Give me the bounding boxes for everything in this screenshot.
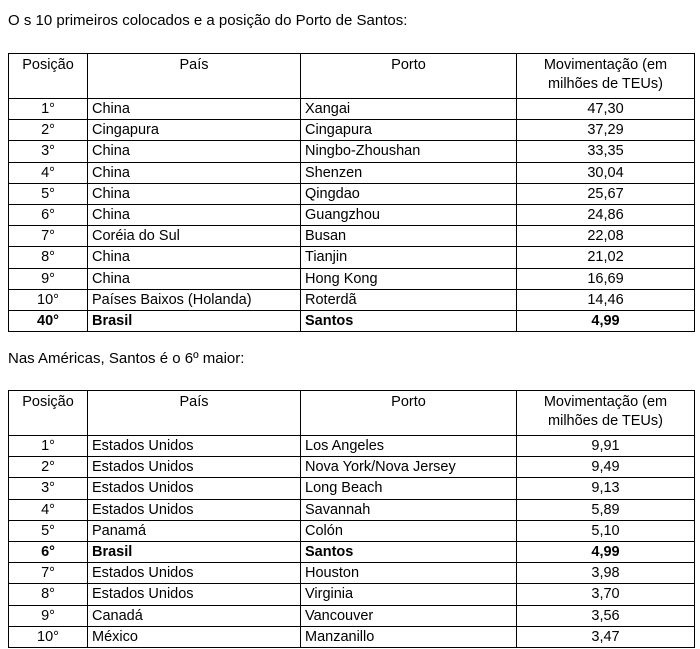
cell-porto: Shenzen	[301, 162, 517, 183]
cell-posicao: 9°	[9, 268, 88, 289]
cell-movimentacao: 3,98	[517, 563, 695, 584]
cell-porto: Tianjin	[301, 247, 517, 268]
table-row	[9, 204, 695, 225]
table-row	[9, 268, 695, 289]
cell-porto: Nova York/Nova Jersey	[301, 457, 517, 478]
cell-posicao: 8°	[9, 247, 88, 268]
cell-movimentacao: 5,10	[517, 520, 695, 541]
cell-pais: Estados Unidos	[88, 584, 301, 605]
table-row	[9, 141, 695, 162]
table-row	[9, 541, 695, 562]
cell-posicao: 7°	[9, 563, 88, 584]
cell-pais: China	[88, 183, 301, 204]
cell-pais: China	[88, 141, 301, 162]
cell-porto: Busan	[301, 226, 517, 247]
table-row	[9, 520, 695, 541]
cell-posicao: 5°	[9, 183, 88, 204]
top-ports-americas-table	[8, 390, 695, 648]
cell-porto: Los Angeles	[301, 436, 517, 457]
cell-porto: Hong Kong	[301, 268, 517, 289]
cell-pais: Estados Unidos	[88, 499, 301, 520]
cell-porto: Guangzhou	[301, 204, 517, 225]
cell-porto: Houston	[301, 563, 517, 584]
table-row	[9, 478, 695, 499]
table-row	[9, 247, 695, 268]
cell-movimentacao: 16,69	[517, 268, 695, 289]
table-row	[9, 457, 695, 478]
cell-pais: Estados Unidos	[88, 478, 301, 499]
cell-porto: Santos	[301, 310, 517, 331]
cell-movimentacao: 25,67	[517, 183, 695, 204]
cell-posicao: 3°	[9, 478, 88, 499]
cell-movimentacao: 47,30	[517, 99, 695, 120]
table-row	[9, 563, 695, 584]
header-porto: Porto	[301, 391, 517, 436]
cell-porto: Colón	[301, 520, 517, 541]
table-row	[9, 310, 695, 331]
cell-porto: Savannah	[301, 499, 517, 520]
section-2-caption: Nas Américas, Santos é o 6º maior:	[8, 350, 245, 367]
table-header-row	[9, 54, 695, 99]
table-row	[9, 436, 695, 457]
table-row	[9, 605, 695, 626]
cell-porto: Long Beach	[301, 478, 517, 499]
table-row	[9, 99, 695, 120]
cell-movimentacao: 4,99	[517, 310, 695, 331]
cell-porto: Virginia	[301, 584, 517, 605]
cell-pais: Cingapura	[88, 120, 301, 141]
cell-posicao: 5°	[9, 520, 88, 541]
table-row	[9, 226, 695, 247]
cell-pais: Estados Unidos	[88, 436, 301, 457]
cell-movimentacao: 9,49	[517, 457, 695, 478]
header-pais: País	[88, 54, 301, 99]
cell-movimentacao: 3,47	[517, 626, 695, 647]
cell-movimentacao: 9,13	[517, 478, 695, 499]
cell-posicao: 4°	[9, 162, 88, 183]
section-1-caption: O s 10 primeiros colocados e a posição do Porto de Santos:	[8, 12, 408, 29]
cell-movimentacao: 14,46	[517, 289, 695, 310]
cell-pais: China	[88, 268, 301, 289]
header-pais: País	[88, 391, 301, 436]
cell-porto: Roterdã	[301, 289, 517, 310]
cell-porto: Cingapura	[301, 120, 517, 141]
table-row	[9, 162, 695, 183]
cell-posicao: 9°	[9, 605, 88, 626]
cell-movimentacao: 5,89	[517, 499, 695, 520]
cell-posicao: 10°	[9, 626, 88, 647]
cell-posicao: 8°	[9, 584, 88, 605]
cell-pais: Estados Unidos	[88, 563, 301, 584]
cell-movimentacao: 30,04	[517, 162, 695, 183]
cell-pais: China	[88, 204, 301, 225]
cell-movimentacao: 37,29	[517, 120, 695, 141]
cell-movimentacao: 21,02	[517, 247, 695, 268]
header-movimentacao: Movimentação (em milhões de TEUs)	[517, 391, 695, 436]
cell-movimentacao: 9,91	[517, 436, 695, 457]
table-header-row	[9, 391, 695, 436]
cell-pais: Canadá	[88, 605, 301, 626]
cell-posicao: 2°	[9, 457, 88, 478]
cell-movimentacao: 4,99	[517, 541, 695, 562]
cell-porto: Santos	[301, 541, 517, 562]
cell-pais: Estados Unidos	[88, 457, 301, 478]
cell-porto: Vancouver	[301, 605, 517, 626]
header-posicao: Posição	[9, 391, 88, 436]
cell-posicao: 3°	[9, 141, 88, 162]
table-row	[9, 183, 695, 204]
cell-posicao: 40°	[9, 310, 88, 331]
cell-posicao: 2°	[9, 120, 88, 141]
table-row	[9, 499, 695, 520]
cell-movimentacao: 3,70	[517, 584, 695, 605]
cell-movimentacao: 24,86	[517, 204, 695, 225]
cell-porto: Manzanillo	[301, 626, 517, 647]
cell-pais: China	[88, 247, 301, 268]
table-row	[9, 120, 695, 141]
table-row	[9, 626, 695, 647]
cell-porto: Xangai	[301, 99, 517, 120]
cell-movimentacao: 22,08	[517, 226, 695, 247]
cell-pais: Panamá	[88, 520, 301, 541]
header-posicao: Posição	[9, 54, 88, 99]
cell-movimentacao: 3,56	[517, 605, 695, 626]
header-porto: Porto	[301, 54, 517, 99]
cell-posicao: 6°	[9, 204, 88, 225]
header-movimentacao: Movimentação (em milhões de TEUs)	[517, 54, 695, 99]
cell-posicao: 4°	[9, 499, 88, 520]
cell-porto: Ningbo-Zhoushan	[301, 141, 517, 162]
cell-pais: China	[88, 162, 301, 183]
cell-pais: Brasil	[88, 541, 301, 562]
cell-pais: China	[88, 99, 301, 120]
cell-posicao: 1°	[9, 436, 88, 457]
cell-pais: Países Baixos (Holanda)	[88, 289, 301, 310]
table-row	[9, 584, 695, 605]
cell-pais: Brasil	[88, 310, 301, 331]
cell-posicao: 1°	[9, 99, 88, 120]
cell-pais: Coréia do Sul	[88, 226, 301, 247]
cell-porto: Qingdao	[301, 183, 517, 204]
cell-posicao: 7°	[9, 226, 88, 247]
cell-movimentacao: 33,35	[517, 141, 695, 162]
top-ports-world-table	[8, 53, 695, 332]
table-row	[9, 289, 695, 310]
cell-posicao: 10°	[9, 289, 88, 310]
cell-pais: México	[88, 626, 301, 647]
cell-posicao: 6°	[9, 541, 88, 562]
